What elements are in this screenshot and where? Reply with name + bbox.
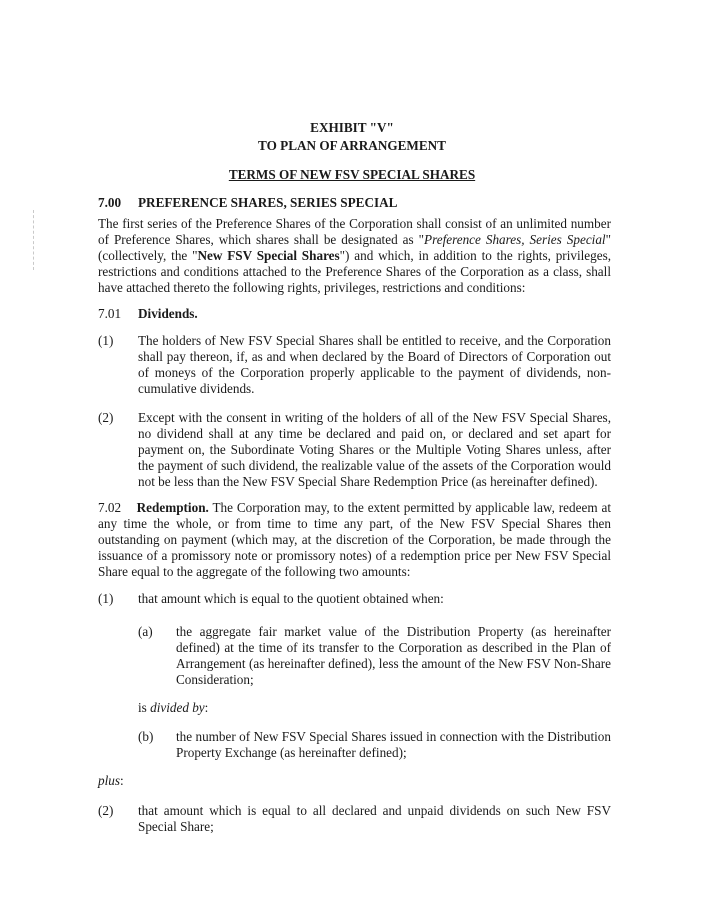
subitem-a-line-4: Consideration; <box>176 672 254 687</box>
para-700-line-2: of Preference Shares, which shares shall be designated as "Preference Shares, Series Special" <box>98 232 611 247</box>
item-701-1-line-3: of moneys of the Corporation properly applicable to the payment of dividends, non- <box>138 365 611 380</box>
section-number-701: 7.01 <box>98 306 122 321</box>
subitem-label-b: (b) <box>138 729 154 744</box>
para-702-line-4: issuance of a promissory note or promissory notes) of a redemption price per New FSV Special <box>98 548 611 563</box>
item-702-1-text: that amount which is equal to the quotient obtained when: <box>138 591 444 606</box>
item-label-701-2: (2) <box>98 410 114 425</box>
item-701-1-line-4: cumulative dividends. <box>138 381 255 396</box>
subitem-a-line-1: the aggregate fair market value of the Distribution Property (as hereinafter <box>176 624 611 639</box>
item-702-2-line-2: Special Share; <box>138 819 214 834</box>
item-701-1-line-2: shall pay thereon, if, as and when declared by the Board of Directors of Corporation out <box>138 349 611 364</box>
para-702-line-1: 7.02 Redemption. The Corporation may, to the extent permitted by applicable law, redeem at <box>98 500 611 515</box>
para-700-line-1: The first series of the Preference Shares of the Corporation shall consist of an unlimited number <box>98 216 611 231</box>
section-title-701: Dividends. <box>138 306 198 321</box>
subitem-label-a: (a) <box>138 624 153 639</box>
para-700-line-5: have attached thereto the following rights, privileges, restrictions and conditions: <box>98 280 526 295</box>
subitem-b-line-1: the number of New FSV Special Shares issued in connection with the Distribution <box>176 729 611 744</box>
item-701-2-line-4: the payment of such dividend, the realizable value of the assets of the Corporation would <box>138 458 611 473</box>
item-701-2-line-5: not be less than the New FSV Special Share Redemption Price (as hereinafter defined). <box>138 474 598 489</box>
item-label-701-1: (1) <box>98 333 114 348</box>
plus-line: plus: <box>98 773 124 788</box>
item-701-1-line-1: The holders of New FSV Special Shares shall be entitled to receive, and the Corporation <box>138 333 611 348</box>
section-number-700: 7.00 <box>98 195 122 210</box>
para-700-line-3: (collectively, the "New FSV Special Shares") and which, in addition to the rights, privileges, <box>98 248 612 263</box>
para-700-line-4: restrictions and conditions attached to the Preference Shares of the Corporation as a class, shall <box>98 264 611 279</box>
para-702-line-5: Share equal to the aggregate of the following two amounts: <box>98 564 411 579</box>
item-701-2-line-2: no dividend shall at any time be declared and paid on, or declared and set apart for <box>138 426 611 441</box>
item-label-702-1: (1) <box>98 591 114 606</box>
subitem-b-line-2: Property Exchange (as hereinafter defined); <box>176 745 407 760</box>
exhibit-subtitle: TO PLAN OF ARRANGEMENT <box>258 138 446 153</box>
item-702-2-line-1: that amount which is equal to all declared and unpaid dividends on such New FSV <box>138 803 611 818</box>
item-label-702-2: (2) <box>98 803 114 818</box>
divided-by-line: is divided by: <box>138 700 209 715</box>
item-701-2-line-3: payment on, the Subordinate Voting Shares or the Multiple Voting Shares unless, after <box>138 442 611 457</box>
subitem-a-line-2: defined) at the time of its transfer to the Corporation as described in the Plan of <box>176 640 611 655</box>
section-title-700: PREFERENCE SHARES, SERIES SPECIAL <box>138 195 398 210</box>
terms-heading: TERMS OF NEW FSV SPECIAL SHARES <box>228 167 476 182</box>
para-702-line-3: outstanding on payment (which may, at the discretion of the Corporation, be made through the <box>98 532 611 547</box>
para-702-line-2: any time the whole, or from time to time any part, of the New FSV Special Shares then <box>98 516 611 531</box>
exhibit-title: EXHIBIT "V" <box>310 120 394 135</box>
subitem-a-line-3: Arrangement (as hereinafter defined), less the amount of the New FSV Non-Share <box>176 656 611 671</box>
scan-margin-mark <box>33 210 34 270</box>
section-title-702: Redemption. <box>136 500 209 515</box>
item-701-2-line-1: Except with the consent in writing of the holders of all of the New FSV Special Shares, <box>138 410 611 425</box>
